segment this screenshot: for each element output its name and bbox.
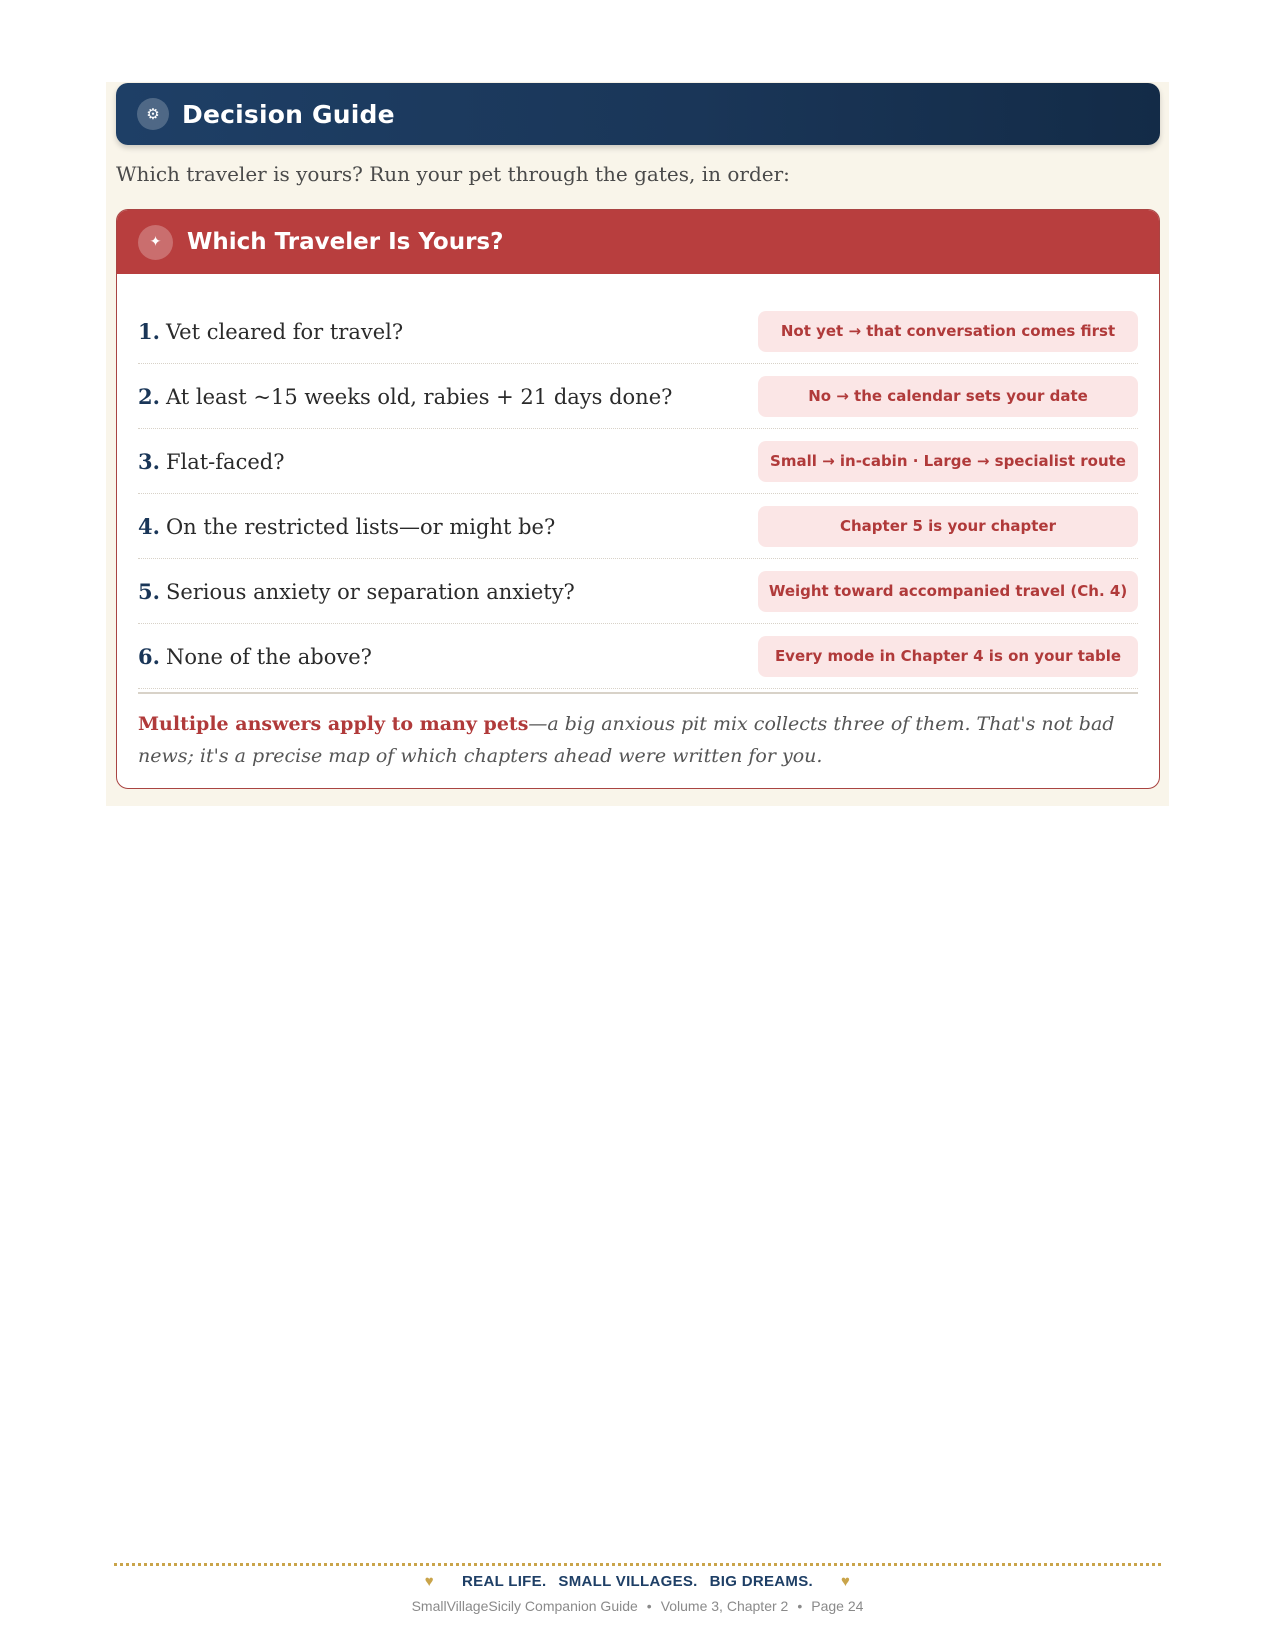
gate-number: 4. [138, 513, 160, 539]
gate-row [138, 429, 1138, 494]
decision-guide-section [106, 82, 1169, 806]
robot-icon: ⚙ [137, 98, 169, 130]
card-title: Which Traveler Is Yours? [187, 229, 504, 255]
gate-row [138, 494, 1138, 559]
gate-number: 6. [138, 643, 160, 669]
gate-question [138, 644, 372, 669]
note-body: —a big anxious pit mix collects three of them. That's not bad news; it's a precise map of which chapters ahead were written for you. [138, 713, 1115, 767]
gate-question-text: On the restricted lists—or might be? [165, 514, 556, 539]
footer-slogan [0, 1573, 1275, 1590]
section-title: Decision Guide [182, 99, 395, 129]
footer-divider [114, 1563, 1161, 1566]
gate-list [138, 299, 1138, 689]
gate-row [138, 624, 1138, 689]
gate-question [138, 514, 555, 539]
intro-text: Which traveler is yours? Run your pet through the gates, in order: [116, 162, 790, 186]
gate-question [138, 319, 403, 344]
gate-number: 3. [138, 448, 160, 474]
footer-meta [0, 1598, 1275, 1614]
gate-answer-badge: Every mode in Chapter 4 is on your table [758, 636, 1138, 677]
gate-question [138, 384, 672, 409]
gate-row [138, 299, 1138, 364]
separator-dot: • [646, 1598, 652, 1614]
guide-name: SmallVillageSicily Companion Guide [411, 1598, 638, 1614]
gate-answer-badge: Not yet → that conversation comes first [758, 311, 1138, 352]
volume-chapter: Volume 3, Chapter 2 [660, 1598, 789, 1614]
gate-number: 5. [138, 578, 160, 604]
page-number: Page 24 [811, 1598, 864, 1614]
gate-row [138, 559, 1138, 624]
gate-row [138, 364, 1138, 429]
gate-question [138, 579, 575, 604]
note-lead: Multiple answers apply to many pets [138, 713, 529, 735]
gate-question-text: Serious anxiety or separation anxiety? [165, 579, 575, 604]
section-banner [116, 83, 1160, 145]
slogan-part: BIG DREAMS. [709, 1573, 813, 1590]
traveler-card [116, 209, 1160, 789]
gate-answer-badge: Chapter 5 is your chapter [758, 506, 1138, 547]
gate-question-text: None of the above? [165, 644, 372, 669]
gate-number: 1. [138, 318, 160, 344]
gate-answer-badge: No → the calendar sets your date [758, 376, 1138, 417]
card-note [138, 692, 1138, 772]
gate-answer-badge: Small → in-cabin · Large → specialist route [758, 441, 1138, 482]
heart-icon: ♥ [840, 1573, 851, 1590]
slogan-part: REAL LIFE. [462, 1573, 547, 1590]
gate-answer-badge: Weight toward accompanied travel (Ch. 4) [758, 571, 1138, 612]
sparkle-icon: ✦ [138, 225, 173, 260]
gate-question [138, 449, 284, 474]
card-header [117, 210, 1159, 274]
gate-question-text: Flat-faced? [165, 449, 285, 474]
gate-question-text: Vet cleared for travel? [165, 319, 404, 344]
heart-icon: ♥ [424, 1573, 435, 1590]
separator-dot: • [797, 1598, 803, 1614]
gate-question-text: At least ~15 weeks old, rabies + 21 days done? [165, 384, 673, 409]
slogan-part: SMALL VILLAGES. [558, 1573, 698, 1590]
gate-number: 2. [138, 383, 160, 409]
